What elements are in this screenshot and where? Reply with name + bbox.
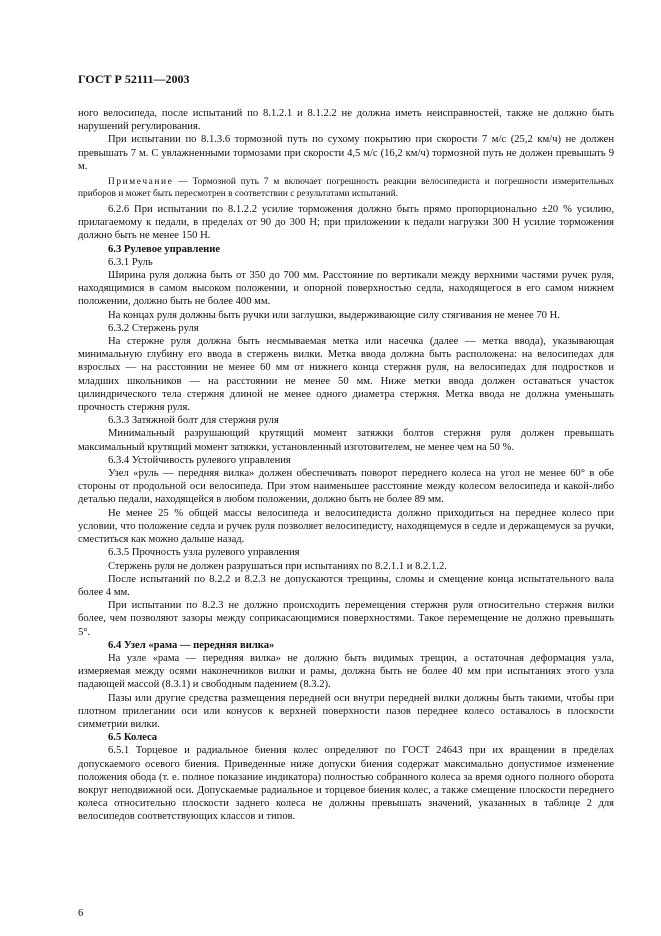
paragraph: На стержне руля должна быть несмываемая метка или насечка (далее — метка ввода), указывающая минимальную глубину его ввода в стержень вилки. Метка ввода должна быть расположена: на велосипедах для взрослых — на расстоянии не менее 60 мм от нижнего конца стержня руля, на велосипедах для подростков и младших школьников — на расстоянии не менее 50 мм. Ниже метки ввода должен оставаться участок цилиндрического тела стержня длиной не менее одного диаметра стержня. Метка ввода не должна уменьшать прочность стержня руля. [78,336,614,414]
paragraph: Минимальный разрушающий крутящий момент затяжки болтов стержня руля должен превышать максимальный крутящий момент затяжки, установленный изготовителем, не менее чем на 50 %. [78,428,614,453]
page-number: 6 [78,908,84,919]
paragraph: После испытаний по 8.2.2 и 8.2.3 не допускаются трещины, сломы и смещение конца испытательного вала более 4 мм. [78,573,614,598]
subsection-title: 6.3.2 Стержень руля [108,322,199,334]
subsection-title: 6.3.4 Устойчивость рулевого управления [108,454,291,466]
paragraph: На концах руля должны быть ручки или заглушки, выдерживающие силу стягивания не менее 70 Н. [108,309,560,321]
subsection-title: 6.3.5 Прочность узла рулевого управления [108,547,300,559]
document-page [78,72,614,824]
paragraph: 6.2.6 При испытании по 8.1.2.2 усилие торможения должно быть прямо пропорционально ±20 % усилию, прилагаемому к педали, в пределах от 90 до 300 Н; при приложении к педали нагрузки 300 Н усилие торможения должно быть не менее 150 Н. [78,204,614,242]
paragraph: При испытании по 8.2.3 не должно происходить перемещения стержня руля относительно стержня вилки более, чем позволяют зазоры между соприкасающимися поверхностями. Такое перемещение не должно превышать 5°. [78,600,614,638]
note [78,176,614,200]
section-heading: 6.5 Колеса [108,732,158,744]
subsection-title: 6.3.1 Руль [108,256,153,268]
note-label: Примечание [108,177,174,188]
paragraph: Стержень руля не должен разрушаться при испытаниях по 8.2.1.1 и 8.2.1.2. [108,560,447,572]
paragraph: 6.5.1 Торцевое и радиальное биения колес определяют по ГОСТ 24643 при их вращении в пределах допускаемого осевого биения. Приведенные ниже допуски биения содержат максимально допустимое изменение положения обода (т. е. полное показание индикатора) полностью собранного колеса за время одного полного оборота вокруг неподвижной оси. Допускаемые радиальное и торцевое биения колес, а также смещение плоскости переднего колеса относительно плоскости заднего колеса не должны превышать значений, указанных в таблице 2 для велосипедов соответствующих классов и типов. [78,745,614,823]
paragraph: Не менее 25 % общей массы велосипеда и велосипедиста должно приходиться на переднее колесо при условии, что положение седла и ручек руля позволяет велосипедисту, находящемуся в седле и держащемуся за ручки, сместиться как можно дальше назад. [78,507,614,546]
page-header: ГОСТ Р 52111—2003 [78,72,190,86]
note-text: — Тормозной путь 7 м включает погрешность реакции велосипедиста и погрешности измерительных приборов и может быть пересмотрен в соответствии с результатами испытаний. [78,177,614,200]
paragraph: На узле «рама — передняя вилка» не должно быть видимых трещин, а остаточная деформация узла, измеряемая между осями наконечников вилки и рамы, должна быть не более 40 мм при испытаниях этого узла падающей массой (8.3.1) и свободным падением (8.3.2). [78,652,614,691]
section-heading: 6.4 Узел «рама — передняя вилка» [108,639,275,651]
paragraph: При испытании по 8.1.3.6 тормозной путь по сухому покрытию при скорости 7 м/с (25,2 км/ч) не должен превышать 7 м. С увлажненными тормозами при скорости 4,5 м/с (16,2 км/ч) тормозной путь не должен превышать 9 м. [78,134,614,172]
section-heading: 6.3 Рулевое управление [108,243,221,255]
paragraph: Узел «руль — передняя вилка» должен обеспечивать поворот переднего колеса на угол не менее 60° в обе стороны от продольной оси велосипеда. При этом наименьшее расстояние между колесом велосипеда и какой-либо деталью педали, находящейся в любом положении, должно быть не более 89 мм. [78,468,614,506]
paragraph: Пазы или другие средства размещения передней оси внутри передней вилки должны быть такими, чтобы при плотном прилегании оси или конусов к верхней поверхности пазов переднее колесо оставалось в плоскости симметрии вилки. [78,692,614,730]
paragraph: ного велосипеда, после испытаний по 8.1.2.1 и 8.1.2.2 не должна иметь неисправностей, также не должно быть нарушений регулирования. [78,108,614,133]
paragraph: Ширина руля должна быть от 350 до 700 мм. Расстояние по вертикали между верхними частями ручек руля, находящимися в самом высоком положении, и опорной поверхностью седла, находящегося в его самом нижнем положении, должно быть не более 400 мм. [78,270,614,308]
subsection-title: 6.3.3 Затяжной болт для стержня руля [108,415,279,427]
